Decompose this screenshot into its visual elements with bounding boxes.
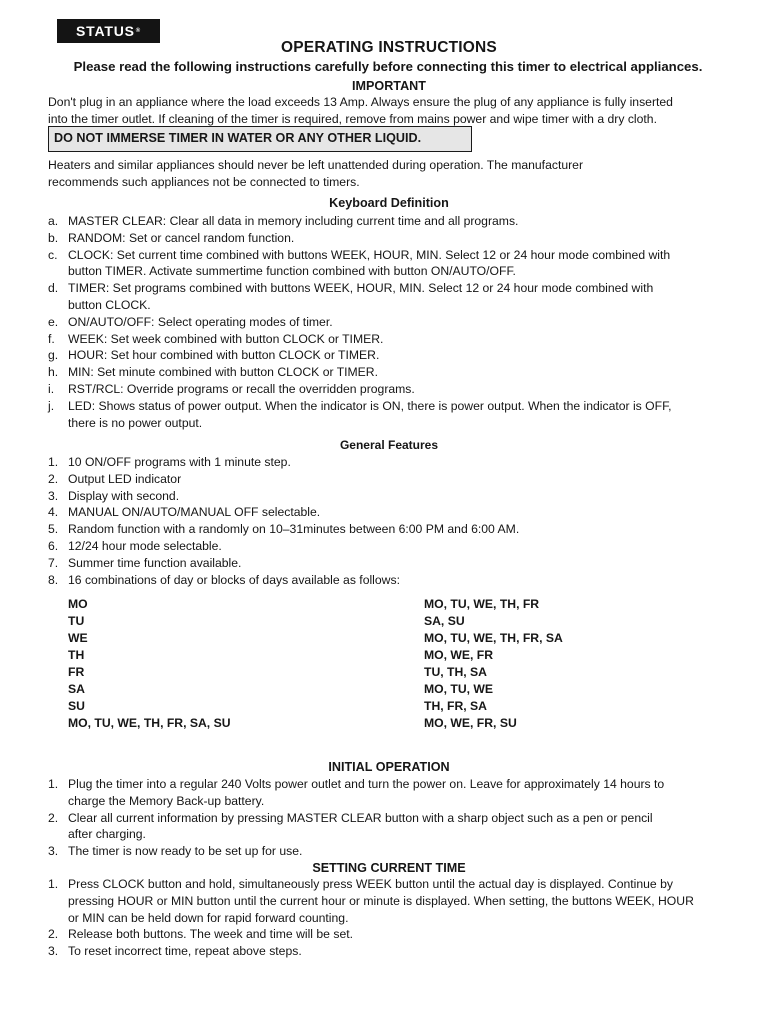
day-combination: MO, WE, FR: [424, 648, 494, 662]
list-text: [68, 381, 738, 398]
initial-operation-list: [48, 776, 738, 860]
list-marker: 8.: [48, 572, 59, 587]
list-text: [68, 572, 738, 589]
day-combination: MO: [68, 597, 88, 611]
list-item: [48, 213, 738, 230]
list-item: [48, 572, 738, 589]
list-text: [68, 347, 738, 364]
day-combination: MO, TU, WE, TH, FR: [424, 597, 540, 611]
features-list: [48, 454, 738, 588]
list-text-line: The timer is now ready to be set up for use.: [68, 844, 303, 859]
list-text: [68, 247, 738, 281]
list-marker: b.: [48, 230, 59, 245]
logo-registered-mark: ®: [135, 27, 141, 34]
initial-operation-heading: INITIAL OPERATION: [328, 760, 450, 774]
list-marker: 1.: [48, 877, 59, 891]
list-item: [48, 488, 738, 505]
day-combination: SU: [68, 699, 85, 713]
list-marker: 6.: [48, 538, 59, 553]
list-item: [48, 876, 738, 926]
list-text: [68, 810, 738, 844]
day-combination: TU, TH, SA: [424, 665, 487, 679]
day-combination: TH, FR, SA: [424, 699, 487, 713]
list-text: [68, 398, 738, 432]
list-text: [68, 280, 738, 314]
page-title: OPERATING INSTRUCTIONS: [281, 39, 497, 56]
list-marker: 2.: [48, 810, 59, 825]
list-item: [48, 943, 738, 960]
list-text-line: MANUAL ON/AUTO/MANUAL OFF selectable.: [68, 505, 321, 520]
list-text-line: MIN: Set minute combined with button CLOCK or TIMER.: [68, 365, 378, 380]
list-text: [68, 876, 738, 926]
important-line: Don't plug in an appliance where the load exceeds 13 Amp. Always ensure the plug of any appliance is fully inserted: [48, 95, 673, 109]
list-text-line: Random function with a randomly on 10–31minutes between 6:00 PM and 6:00 AM.: [68, 522, 520, 537]
list-text-line: WEEK: Set week combined with button CLOCK or TIMER.: [68, 331, 384, 346]
day-combinations-left: [68, 596, 231, 732]
list-item: [48, 280, 738, 314]
list-marker: c.: [48, 247, 58, 262]
list-marker: g.: [48, 348, 59, 363]
list-text: [68, 230, 738, 247]
list-item: [48, 381, 738, 398]
list-item: [48, 454, 738, 471]
list-marker: 7.: [48, 555, 59, 570]
list-text-line: or MIN can be held down for rapid forward counting.: [68, 910, 349, 925]
list-text-line: after charging.: [68, 827, 146, 842]
list-text-line: Release both buttons. The week and time will be set.: [68, 927, 353, 942]
list-text-line: HOUR: Set hour combined with button CLOCK or TIMER.: [68, 348, 380, 363]
list-text-line: MASTER CLEAR: Clear all data in memory including current time and all programs.: [68, 214, 519, 228]
list-text-line: button CLOCK.: [68, 297, 151, 312]
list-text-line: RANDOM: Set or cancel random function.: [68, 230, 295, 245]
list-text-line: ON/AUTO/OFF: Select operating modes of timer.: [68, 314, 333, 329]
setting-time-list: [48, 876, 738, 960]
list-text: [68, 538, 738, 555]
list-text: [68, 454, 738, 471]
list-text-line: Clear all current information by pressing MASTER CLEAR button with a sharp object such as a pen or pencil: [68, 810, 653, 825]
list-marker: a.: [48, 214, 59, 228]
list-marker: 3.: [48, 488, 59, 503]
list-marker: 4.: [48, 505, 59, 520]
list-marker: 3.: [48, 844, 59, 859]
list-text: [68, 776, 738, 810]
list-text-line: CLOCK: Set current time combined with buttons WEEK, HOUR, MIN. Select 12 or 24 hour mode combined with: [68, 247, 671, 262]
list-item: [48, 347, 738, 364]
list-marker: 1.: [48, 455, 59, 469]
list-text-line: LED: Shows status of power output. When the indicator is ON, there is power output. When the indicator is OFF,: [68, 398, 672, 413]
list-marker: 2.: [48, 927, 59, 942]
list-text-line: there is no power output.: [68, 415, 203, 430]
list-marker: i.: [48, 381, 55, 396]
list-marker: 2.: [48, 471, 59, 486]
list-text: [68, 504, 738, 521]
list-item: [48, 538, 738, 555]
list-marker: 3.: [48, 944, 59, 959]
day-combination: MO, TU, WE, TH, FR, SA, SU: [68, 716, 231, 730]
list-text: [68, 471, 738, 488]
list-text: [68, 213, 738, 230]
list-text-line: Summer time function available.: [68, 555, 242, 570]
day-combination: TU: [68, 614, 85, 628]
day-combination: SA: [68, 682, 85, 696]
list-item: [48, 364, 738, 381]
day-combination: WE: [68, 631, 88, 645]
heaters-line: Heaters and similar appliances should never be left unattended during operation. The manufacturer: [48, 158, 584, 172]
list-item: [48, 926, 738, 943]
list-marker: d.: [48, 281, 59, 296]
day-combination: MO, TU, WE, TH, FR, SA: [424, 631, 563, 645]
list-text-line: Plug the timer into a regular 240 Volts power outlet and turn the power on. Leave for approximately 14 hours to: [68, 777, 665, 791]
list-text-line: Output LED indicator: [68, 471, 182, 486]
list-item: [48, 843, 738, 860]
list-text-line: 12/24 hour mode selectable.: [68, 538, 222, 553]
day-combination: MO, WE, FR, SU: [424, 716, 517, 730]
heaters-line: recommends such appliances not be connected to timers.: [48, 174, 360, 189]
list-text-line: 10 ON/OFF programs with 1 minute step.: [68, 455, 291, 469]
list-text-line: TIMER: Set programs combined with buttons WEEK, HOUR, MIN. Select 12 or 24 hour mode combined with: [68, 281, 654, 296]
list-item: [48, 247, 738, 281]
list-text: [68, 555, 738, 572]
keyboard-heading: Keyboard Definition: [329, 196, 449, 210]
day-combinations-right: [424, 596, 563, 732]
list-marker: f.: [48, 331, 55, 346]
list-item: [48, 471, 738, 488]
list-text-line: button TIMER. Activate summertime function combined with button ON/AUTO/OFF.: [68, 264, 516, 279]
list-text: [68, 521, 738, 538]
list-text: [68, 926, 738, 943]
logo-text: STATUS: [76, 22, 135, 39]
list-marker: 1.: [48, 777, 59, 791]
list-text: [68, 364, 738, 381]
keyboard-list: [48, 213, 738, 431]
list-marker: 5.: [48, 522, 59, 537]
list-item: [48, 331, 738, 348]
list-text-line: charge the Memory Back-up battery.: [68, 793, 265, 808]
list-text: [68, 488, 738, 505]
list-marker: e.: [48, 314, 59, 329]
list-item: [48, 504, 738, 521]
heaters-text: [48, 157, 728, 191]
list-text: [68, 943, 738, 960]
list-item: [48, 810, 738, 844]
list-text: [68, 331, 738, 348]
day-combination: MO, TU, WE: [424, 682, 494, 696]
list-text: [68, 843, 738, 860]
list-item: [48, 555, 738, 572]
list-item: [48, 314, 738, 331]
day-combination: SA, SU: [424, 614, 465, 628]
list-text-line: RST/RCL: Override programs or recall the overridden programs.: [68, 381, 415, 396]
day-combination: TH: [68, 648, 85, 662]
list-text: [68, 314, 738, 331]
important-line: into the timer outlet. If cleaning of the timer is required, remove from mains power and wipe timer with a dry cloth.: [48, 111, 657, 126]
list-text-line: Press CLOCK button and hold, simultaneously press WEEK button until the actual day is displayed. Continue by: [68, 877, 673, 891]
important-text: [48, 94, 728, 128]
list-text-line: To reset incorrect time, repeat above steps.: [68, 944, 302, 959]
important-heading: IMPORTANT: [352, 79, 426, 93]
list-text-line: pressing HOUR or MIN button until the current hour or minute is displayed. When setting, the buttons WEEK, HOUR: [68, 893, 694, 908]
day-combination: FR: [68, 665, 85, 679]
list-item: [48, 398, 738, 432]
list-marker: j.: [48, 398, 55, 413]
list-text-line: Display with second.: [68, 488, 180, 503]
features-heading: General Features: [339, 438, 439, 452]
setting-time-heading: SETTING CURRENT TIME: [312, 861, 466, 875]
list-item: [48, 521, 738, 538]
warning-box: DO NOT IMMERSE TIMER IN WATER OR ANY OTHER LIQUID.: [48, 126, 472, 152]
list-item: [48, 776, 738, 810]
list-item: [48, 230, 738, 247]
page-subtitle: Please read the following instructions carefully before connecting this timer to electrical appliances.: [73, 59, 703, 74]
list-marker: h.: [48, 365, 59, 380]
list-text-line: 16 combinations of day or blocks of days available as follows:: [68, 572, 400, 587]
